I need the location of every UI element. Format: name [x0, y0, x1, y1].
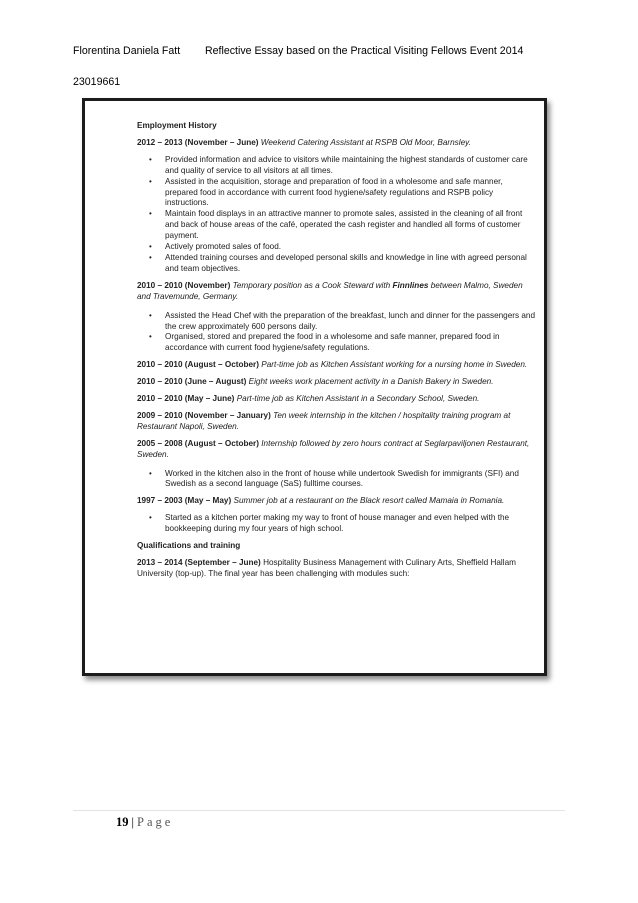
bullet-text: Organised, stored and prepared the food in a wholesome and safe manner, prepared food in accordance with current food hygiene/safety regulations. [165, 332, 500, 353]
entry-date: 1997 – 2003 (May – May) [137, 496, 232, 506]
bullet-text: Worked in the kitchen also in the front of house while undertook Swedish for immigrants (SFI) and Swedish as a second language (SaS) fulltime courses. [165, 468, 519, 489]
entry-description: Weekend Catering Assistant at RSPB Old Moor, Barnsley. [260, 137, 471, 147]
entry-date: 2009 – 2010 (November – January) [137, 410, 271, 420]
bullet-text: Provided information and advice to visitors while maintaining the highest standards of customer care and quality of service to all visitors at all times. [165, 154, 528, 175]
entry-bullets [137, 155, 537, 275]
employment-entry [137, 138, 537, 149]
list-item [149, 242, 537, 253]
footer-separator: | [131, 815, 135, 829]
entry-date: 2005 – 2008 (August – October) [137, 438, 259, 448]
student-id: 23019661 [73, 76, 121, 88]
bullet-text: Assisted in the acquisition, storage and preparation of food in a wholesome and safe manner, prepared food in accordance with current food hygiene/safety regulations and RSPB policy instructions. [165, 176, 503, 208]
header-title: Reflective Essay based on the Practical Visiting Fellows Event 2014 [205, 45, 524, 57]
entry-description: Ten week internship in the kitchen / hospitality training program at Restaurant Napoli, Sweden. [137, 410, 511, 431]
entry-date: 2010 – 2010 (November) [137, 280, 231, 290]
qualification-text: Hospitality Business Management with Culinary Arts, Sheffield Hallam University (top-up). The final year has been challenging with modules such: [137, 558, 516, 578]
bullet-text: Started as a kitchen porter making my way to front of house manager and even helped with the bookkeeping during my four years of high school. [165, 513, 510, 534]
page-header [73, 45, 613, 57]
footer-divider [73, 810, 565, 811]
entry-bullets [137, 469, 537, 491]
bullet-glyph: • [149, 209, 152, 219]
entry-description: Part-time job as Kitchen Assistant in a Secondary School, Sweden. [236, 394, 480, 404]
entry-date: 2010 – 2010 (May – June) [137, 394, 235, 404]
bullet-text: Maintain food displays in an attractive manner to promote sales, assisted in the cleaning of all front and back of house areas of the café, operated the cash register and handled all forms of customer payment. [165, 209, 523, 241]
entry-bullets [137, 311, 537, 355]
bullet-glyph: • [149, 310, 152, 320]
employment-entry [137, 411, 537, 433]
page-number: 19 [116, 815, 129, 829]
employment-entry [137, 377, 537, 388]
bullet-glyph: • [149, 332, 152, 342]
list-item [149, 332, 537, 354]
bullet-glyph: • [149, 513, 152, 523]
list-item [149, 513, 537, 535]
employment-entry [137, 496, 537, 507]
list-item [149, 209, 537, 242]
entry-description: Summer job at a restaurant on the Black resort called Mamaia in Romania. [233, 496, 505, 506]
entry-date: 2010 – 2010 (August – October) [137, 360, 259, 370]
page-word: Page [137, 815, 174, 829]
list-item [149, 154, 537, 177]
entry-description: Part-time job as Kitchen Assistant working for a nursing home in Sweden. [261, 360, 528, 370]
resume-image [82, 98, 547, 676]
bullet-glyph: • [149, 468, 152, 478]
list-item [149, 310, 537, 333]
entry-description: Eight weeks work placement activity in a Danish Bakery in Sweden. [248, 377, 494, 387]
list-item [149, 176, 537, 210]
bullet-text: Actively promoted sales of food. [165, 242, 282, 252]
bullet-glyph: • [149, 154, 152, 164]
employment-heading: Employment History [137, 121, 217, 130]
bullet-glyph: • [149, 242, 152, 252]
bullet-glyph: • [149, 176, 152, 186]
entry-description: Internship followed by zero hours contract at Seglarpaviljonen Restaurant, Sweden. [137, 438, 530, 459]
page-footer [116, 815, 173, 830]
qualification-date: 2013 – 2014 (September – June) [137, 558, 261, 567]
entry-bullets [137, 513, 537, 535]
bullet-text: Attended training courses and developed personal skills and knowledge in line with agreed personal and team objectives. [165, 252, 527, 273]
qualification-entry [137, 558, 537, 580]
employment-entry [137, 439, 537, 461]
employment-entry [137, 394, 537, 405]
list-item [149, 252, 537, 275]
bullet-text: Assisted the Head Chef with the preparation of the breakfast, lunch and dinner for the passengers and the crew approximately 600 persons daily. [165, 310, 536, 331]
employment-entry [137, 360, 537, 371]
list-item [149, 468, 537, 491]
employment-entry [137, 281, 537, 303]
entry-date: 2012 – 2013 (November – June) [137, 137, 259, 147]
company-name: Finnlines [392, 280, 429, 290]
entry-description: Temporary position as a Cook Steward with [232, 280, 391, 290]
entry-description-cont: between Malmo, Sweden and Travemunde, Germany. [137, 280, 523, 301]
qualifications-heading: Qualifications and training [137, 541, 241, 551]
header-author: Florentina Daniela Fatt [73, 45, 181, 57]
bullet-glyph: • [149, 252, 152, 262]
entry-date: 2010 – 2010 (June – August) [137, 377, 247, 387]
resume-content [137, 121, 537, 586]
